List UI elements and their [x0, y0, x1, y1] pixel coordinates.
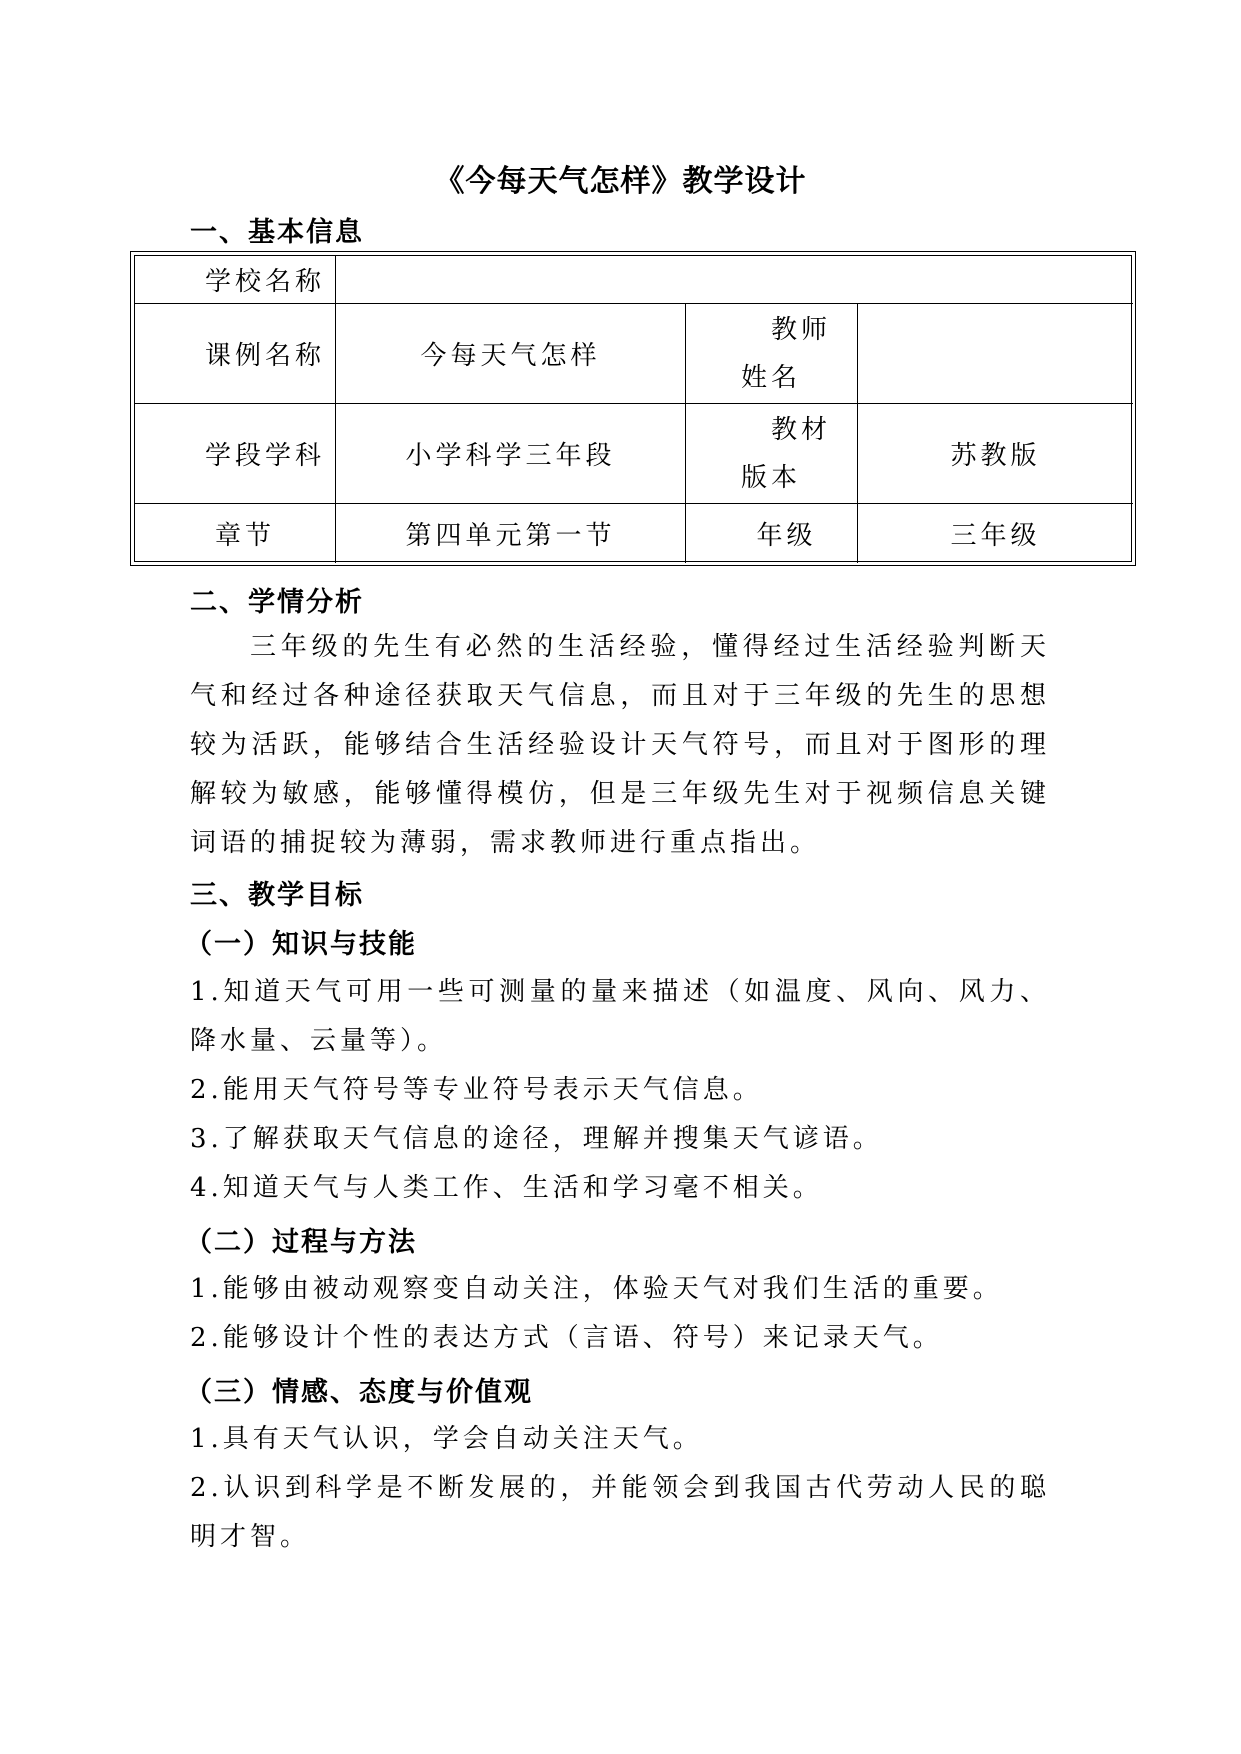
grade-label: 年级: [756, 521, 817, 551]
teacher-label-line1: 教师: [771, 314, 832, 345]
learner-analysis-paragraph: 三年级的先生有必然的生活经验，懂得经过生活经验判断天气和经过各种途径获取天气信息，而且对于三年级的先生的思想较为活跃，能够结合生活经验设计天气符号，而且对于图形的理解较为敏感，能够懂得模仿，但是三年级先生对于视频信息关键词语的捕捉较为薄弱，需求教师进行重点指出。: [190, 632, 1050, 858]
subject-value: 小学科学三年段: [405, 441, 616, 471]
grade-label-cell: [686, 504, 857, 563]
emotion-item-2: 2.认识到科学是不断发展的，并能领会到我国古代劳动人民的聪明才智。: [190, 1473, 1050, 1552]
textbook-label-line2: 版本: [741, 462, 802, 493]
emotion-item-1: 1.具有天气认识，学会自动关注天气。: [190, 1424, 703, 1454]
table-row-school: [135, 256, 335, 303]
textbook-value: 苏教版: [950, 441, 1041, 471]
table-row-lesson: [135, 304, 335, 403]
grade-value-cell: [858, 504, 1133, 563]
teacher-label-line2: 姓名: [741, 362, 802, 393]
document-title: 《今每天气怎样》教学设计: [434, 164, 807, 199]
section-heading-learner-analysis: 二、学情分析: [190, 587, 364, 618]
textbook-value-cell: [858, 404, 1133, 503]
school-value-cell: [336, 256, 1133, 303]
table-row-chapter: [135, 504, 335, 563]
textbook-label-line1: 教材: [771, 414, 832, 445]
subheading-emotion-values: （三）情感、态度与价值观: [185, 1377, 533, 1408]
lesson-label: 课例名称: [204, 341, 325, 371]
subject-value-cell: [336, 404, 685, 503]
knowledge-item-4: 4.知道天气与人类工作、生活和学习毫不相关。: [190, 1173, 823, 1203]
process-item-2: 2.能够设计个性的表达方式（言语、符号）来记录天气。: [190, 1323, 943, 1353]
subheading-knowledge-skills: （一）知识与技能: [185, 929, 417, 960]
grade-value: 三年级: [950, 521, 1041, 551]
chapter-value: 第四单元第一节: [405, 521, 616, 551]
school-label: 学校名称: [204, 267, 325, 297]
section-heading-basic-info: 一、基本信息: [190, 217, 364, 248]
basic-info-table: [130, 251, 1136, 566]
table-row-subject: [135, 404, 335, 503]
knowledge-item-3: 3.了解获取天气信息的途径，理解并搜集天气谚语。: [190, 1124, 883, 1154]
knowledge-item-1: 1.知道天气可用一些可测量的量来描述（如温度、风向、风力、降水量、云量等）。: [190, 977, 1050, 1056]
chapter-value-cell: [336, 504, 685, 563]
subheading-process-methods: （二）过程与方法: [185, 1227, 417, 1258]
textbook-label-cell: [686, 404, 857, 503]
subject-label: 学段学科: [204, 441, 325, 471]
lesson-value: 今每天气怎样: [420, 341, 601, 371]
section-heading-teaching-goals: 三、教学目标: [190, 880, 364, 911]
teacher-value-cell: [858, 304, 1133, 403]
chapter-label: 章节: [214, 521, 275, 551]
table-inner-border: [134, 255, 1132, 562]
teacher-label-cell: [686, 304, 857, 403]
process-item-1: 1.能够由被动观察变自动关注，体验天气对我们生活的重要。: [190, 1274, 1003, 1304]
knowledge-item-2: 2.能用天气符号等专业符号表示天气信息。: [190, 1075, 763, 1105]
lesson-value-cell: [336, 304, 685, 403]
